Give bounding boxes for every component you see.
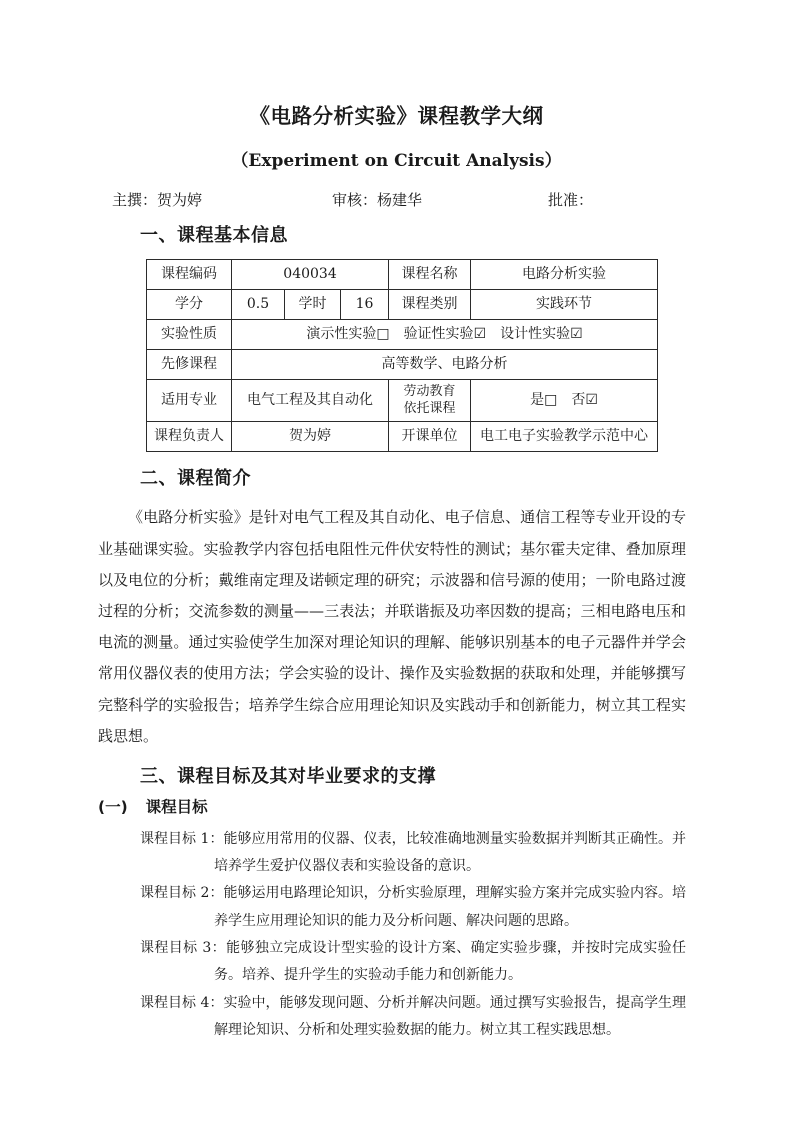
cell-value-hours: 16 — [341, 290, 389, 320]
cell-value-experiment-nature — [232, 320, 658, 350]
course-intro-paragraph: 《电路分析实验》是针对电气工程及其自动化、电子信息、通信工程等专业开设的专业基础课实验。实验教学内容包括电阻性元件伏安特性的测试；基尔霍夫定律、叠加原理以及电位的分析；戴维南定理及诺顿定理的研究；示波器和信号源的使用；一阶电路过渡过程的分析；交流参数的测量——三表法；并联谐振及功率因数的提高；三相电路电压和电流的测量。通过实验使学生加深对理论知识的理解、能够识别基本的电子元器件并学会常用仪器仪表的使用方法；学会实验的设计、操作及实验数据的获取和处理，并能够撰写完整科学的实验报告；培养学生综合应用理论知识及实践动手和创新能力，树立其工程实践思想。 — [98, 508, 686, 745]
cell-value-offering-department: 电工电子实验教学示范中心 — [471, 421, 658, 451]
cell-label-offering-department: 开课单位 — [389, 421, 471, 451]
cell-value-course-category: 实践环节 — [471, 290, 658, 320]
cell-label-course-owner: 课程负责人 — [147, 421, 232, 451]
labor-education-line2: 依托课程 — [403, 400, 456, 416]
byline-row — [0, 171, 793, 211]
option-demonstrative-label: 演示性实验 — [306, 326, 377, 343]
document-subtitle: （Experiment on Circuit Analysis） — [231, 150, 562, 171]
subsection-title: 课程目标 — [145, 798, 208, 817]
objective-label: 课程目标 2： — [140, 885, 224, 902]
course-objectives-list — [0, 818, 793, 1044]
objective-label: 课程目标 4： — [140, 994, 224, 1011]
option-yes-label: 是 — [530, 391, 545, 408]
list-item — [140, 935, 686, 990]
section-heading-course-intro: 二、课程简介 — [140, 467, 251, 489]
cell-value-labor-education — [471, 380, 658, 422]
basic-info-table — [146, 259, 658, 452]
option-verification-label: 验证性实验 — [403, 326, 474, 343]
option-no-label: 否 — [571, 391, 586, 408]
table-row — [147, 290, 658, 320]
list-item — [140, 880, 686, 935]
section-heading-basic-info: 一、课程基本信息 — [140, 224, 288, 246]
option-design-label: 设计性实验 — [500, 326, 571, 343]
objective-label: 课程目标 3： — [140, 940, 227, 957]
table-row — [147, 380, 658, 422]
table-row — [147, 421, 658, 451]
document-title: 《电路分析实验》课程教学大纲 — [249, 104, 544, 128]
cell-label-prerequisite: 先修课程 — [147, 350, 232, 380]
cell-label-hours: 学时 — [285, 290, 341, 320]
list-item — [140, 990, 686, 1045]
spacer — [0, 752, 793, 766]
cell-label-course-name: 课程名称 — [389, 260, 471, 290]
byline-approver: 批准： — [548, 190, 594, 209]
objective-text: 实验中，能够发现问题、分析并解决问题。通过撰写实验报告，提高学生理解理论知识、分析和处理实验数据的能力。树立其工程实践思想。 — [214, 994, 687, 1038]
table-row — [147, 260, 658, 290]
cell-label-credit: 学分 — [147, 290, 232, 320]
cell-label-course-code: 课程编码 — [147, 260, 232, 290]
cell-value-course-code: 040034 — [232, 260, 389, 290]
section-heading-course-objectives: 三、课程目标及其对毕业要求的支撑 — [140, 765, 436, 787]
cell-value-credit: 0.5 — [232, 290, 285, 320]
spacer — [0, 211, 793, 225]
list-item — [140, 826, 686, 881]
cell-label-labor-education — [389, 380, 471, 422]
table-row — [147, 320, 658, 350]
objective-text: 能够运用电路理论知识，分析实验原理，理解实验方案并完成实验内容。培养学生应用理论知识的能力及分析问题、解决问题的思路。 — [214, 885, 687, 929]
checkbox-design[interactable]: ☑ — [570, 326, 583, 343]
checkbox-yes[interactable]: □ — [544, 391, 558, 408]
cell-value-course-name: 电路分析实验 — [471, 260, 658, 290]
checkbox-demonstrative[interactable]: □ — [376, 326, 390, 343]
subsection-heading-objectives — [0, 798, 793, 817]
objective-text: 能够应用常用的仪器、仪表，比较准确地测量实验数据并判断其正确性。并培养学生爱护仪器仪表和实验设备的意识。 — [214, 830, 687, 875]
cell-label-applicable-major: 适用专业 — [147, 380, 232, 422]
spacer — [0, 788, 793, 798]
cell-value-course-owner: 贺为婷 — [232, 421, 389, 451]
byline-author: 主撰：贺为婷 — [112, 190, 203, 209]
basic-info-table-wrapper — [0, 247, 793, 452]
subsection-number: (一) — [98, 798, 128, 817]
objective-label: 课程目标 1： — [140, 830, 224, 847]
labor-education-line1: 劳动教育 — [403, 384, 456, 400]
objective-text: 能够独立完成设计型实验的设计方案、确定实验步骤，并按时完成实验任务。培养、提升学生的实验动手能力和创新能力。 — [214, 940, 687, 984]
byline-reviewer: 审核：杨建华 — [332, 190, 423, 209]
checkbox-no[interactable]: ☑ — [585, 391, 598, 408]
table-row — [147, 350, 658, 380]
cell-value-applicable-major: 电气工程及其自动化 — [232, 380, 389, 422]
cell-label-experiment-nature: 实验性质 — [147, 320, 232, 350]
spacer — [0, 452, 793, 468]
checkbox-verification[interactable]: ☑ — [473, 326, 487, 343]
cell-value-prerequisite: 高等数学、电路分析 — [232, 350, 658, 380]
cell-label-course-category: 课程类别 — [389, 290, 471, 320]
